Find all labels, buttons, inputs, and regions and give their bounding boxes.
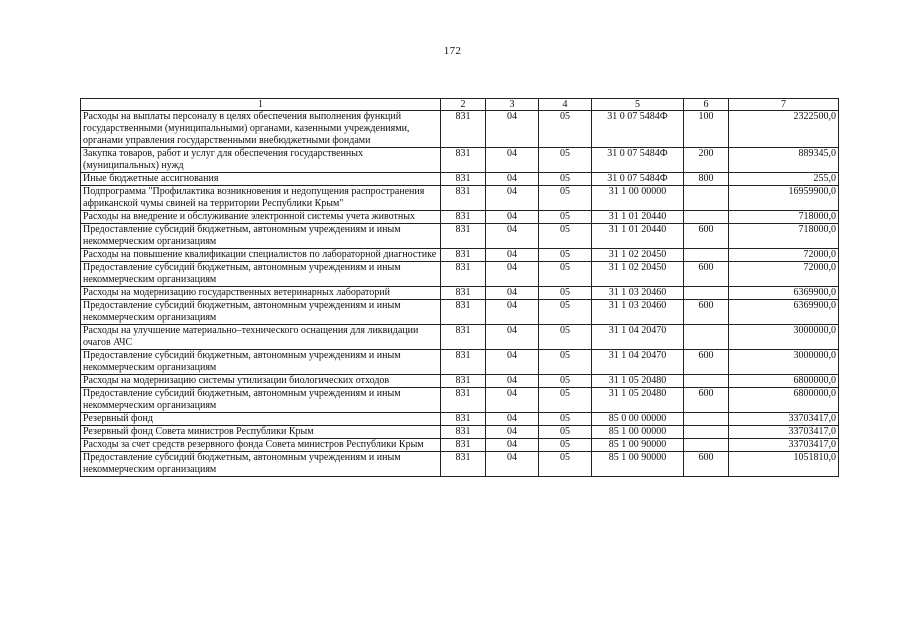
grbs-code-cell: 831 xyxy=(441,413,486,426)
header-cell: 5 xyxy=(592,99,684,111)
table-row xyxy=(81,148,839,173)
amount-cell: 2322500,0 xyxy=(729,111,839,148)
section-code-cell: 04 xyxy=(486,375,539,388)
grbs-code-cell: 831 xyxy=(441,300,486,325)
table-row xyxy=(81,300,839,325)
target-article-cell: 31 1 04 20470 xyxy=(592,350,684,375)
grbs-code-cell: 831 xyxy=(441,439,486,452)
subsection-code-cell: 05 xyxy=(539,262,592,287)
grbs-code-cell: 831 xyxy=(441,350,486,375)
subsection-code-cell: 05 xyxy=(539,452,592,477)
expense-type-cell xyxy=(684,186,729,211)
grbs-code-cell: 831 xyxy=(441,186,486,211)
subsection-code-cell: 05 xyxy=(539,111,592,148)
subsection-code-cell: 05 xyxy=(539,186,592,211)
table-row xyxy=(81,211,839,224)
table-row xyxy=(81,388,839,413)
section-code-cell: 04 xyxy=(486,211,539,224)
table-row xyxy=(81,173,839,186)
amount-cell: 3000000,0 xyxy=(729,350,839,375)
expense-type-cell xyxy=(684,439,729,452)
section-code-cell: 04 xyxy=(486,287,539,300)
subsection-code-cell: 05 xyxy=(539,426,592,439)
page-number: 172 xyxy=(443,45,462,57)
expense-name-cell: Предоставление субсидий бюджетным, автономным учреждениям и иным некоммерческим организациям xyxy=(81,300,441,325)
section-code-cell: 04 xyxy=(486,439,539,452)
expense-type-cell xyxy=(684,426,729,439)
grbs-code-cell: 831 xyxy=(441,426,486,439)
grbs-code-cell: 831 xyxy=(441,249,486,262)
target-article-cell: 31 1 00 00000 xyxy=(592,186,684,211)
expense-name-cell: Предоставление субсидий бюджетным, автономным учреждениям и иным некоммерческим организациям xyxy=(81,262,441,287)
grbs-code-cell: 831 xyxy=(441,211,486,224)
grbs-code-cell: 831 xyxy=(441,452,486,477)
expense-type-cell: 600 xyxy=(684,300,729,325)
expense-type-cell: 200 xyxy=(684,148,729,173)
amount-cell: 6800000,0 xyxy=(729,388,839,413)
subsection-code-cell: 05 xyxy=(539,173,592,186)
target-article-cell: 85 1 00 90000 xyxy=(592,439,684,452)
expense-name-cell: Расходы на внедрение и обслуживание электронной системы учета животных xyxy=(81,211,441,224)
amount-cell: 33703417,0 xyxy=(729,413,839,426)
target-article-cell: 31 0 07 5484Ф xyxy=(592,148,684,173)
target-article-cell: 31 1 04 20470 xyxy=(592,325,684,350)
subsection-code-cell: 05 xyxy=(539,300,592,325)
header-cell: 4 xyxy=(539,99,592,111)
grbs-code-cell: 831 xyxy=(441,375,486,388)
section-code-cell: 04 xyxy=(486,426,539,439)
subsection-code-cell: 05 xyxy=(539,439,592,452)
section-code-cell: 04 xyxy=(486,249,539,262)
subsection-code-cell: 05 xyxy=(539,287,592,300)
grbs-code-cell: 831 xyxy=(441,388,486,413)
table-row xyxy=(81,350,839,375)
target-article-cell: 31 1 01 20440 xyxy=(592,224,684,249)
expense-type-cell: 600 xyxy=(684,262,729,287)
subsection-code-cell: 05 xyxy=(539,413,592,426)
section-code-cell: 04 xyxy=(486,388,539,413)
table-row xyxy=(81,375,839,388)
section-code-cell: 04 xyxy=(486,173,539,186)
expense-name-cell: Расходы на повышение квалификации специалистов по лабораторной диагностике xyxy=(81,249,441,262)
section-code-cell: 04 xyxy=(486,325,539,350)
expense-name-cell: Закупка товаров, работ и услуг для обеспечения государственных (муниципальных) нужд xyxy=(81,148,441,173)
amount-cell: 33703417,0 xyxy=(729,426,839,439)
table-row xyxy=(81,413,839,426)
subsection-code-cell: 05 xyxy=(539,148,592,173)
expense-type-cell: 800 xyxy=(684,173,729,186)
expense-name-cell: Расходы за счет средств резервного фонда Совета министров Республики Крым xyxy=(81,439,441,452)
grbs-code-cell: 831 xyxy=(441,287,486,300)
expense-name-cell: Предоставление субсидий бюджетным, автономным учреждениям и иным некоммерческим организациям xyxy=(81,350,441,375)
section-code-cell: 04 xyxy=(486,300,539,325)
header-cell: 2 xyxy=(441,99,486,111)
grbs-code-cell: 831 xyxy=(441,325,486,350)
expense-name-cell: Расходы на модернизацию государственных ветеринарных лабораторий xyxy=(81,287,441,300)
expense-name-cell: Подпрограмма "Профилактика возникновения и недопущения распространения африканской чумы свиней на территории Республики Крым" xyxy=(81,186,441,211)
target-article-cell: 31 1 05 20480 xyxy=(592,375,684,388)
section-code-cell: 04 xyxy=(486,413,539,426)
target-article-cell: 31 1 03 20460 xyxy=(592,300,684,325)
grbs-code-cell: 831 xyxy=(441,262,486,287)
section-code-cell: 04 xyxy=(486,452,539,477)
expense-name-cell: Расходы на улучшение материально–технического оснащения для ликвидации очагов АЧС xyxy=(81,325,441,350)
subsection-code-cell: 05 xyxy=(539,388,592,413)
expense-name-cell: Резервный фонд xyxy=(81,413,441,426)
target-article-cell: 85 1 00 00000 xyxy=(592,426,684,439)
amount-cell: 718000,0 xyxy=(729,224,839,249)
expense-name-cell: Иные бюджетные ассигнования xyxy=(81,173,441,186)
section-code-cell: 04 xyxy=(486,148,539,173)
section-code-cell: 04 xyxy=(486,262,539,287)
header-cell: 6 xyxy=(684,99,729,111)
amount-cell: 3000000,0 xyxy=(729,325,839,350)
amount-cell: 33703417,0 xyxy=(729,439,839,452)
target-article-cell: 31 1 01 20440 xyxy=(592,211,684,224)
amount-cell: 6369900,0 xyxy=(729,300,839,325)
amount-cell: 16959900,0 xyxy=(729,186,839,211)
expense-type-cell: 600 xyxy=(684,452,729,477)
expense-type-cell: 600 xyxy=(684,350,729,375)
budget-table xyxy=(80,98,839,477)
subsection-code-cell: 05 xyxy=(539,350,592,375)
expense-name-cell: Предоставление субсидий бюджетным, автономным учреждениям и иным некоммерческим организациям xyxy=(81,452,441,477)
table-row xyxy=(81,287,839,300)
table-row xyxy=(81,426,839,439)
table-row xyxy=(81,186,839,211)
subsection-code-cell: 05 xyxy=(539,325,592,350)
table-row xyxy=(81,325,839,350)
table-row xyxy=(81,224,839,249)
table-row xyxy=(81,111,839,148)
section-code-cell: 04 xyxy=(486,350,539,375)
subsection-code-cell: 05 xyxy=(539,224,592,249)
expense-type-cell xyxy=(684,287,729,300)
section-code-cell: 04 xyxy=(486,224,539,249)
target-article-cell: 31 0 07 5484Ф xyxy=(592,173,684,186)
table-body xyxy=(81,111,839,477)
header-cell: 1 xyxy=(81,99,441,111)
expense-type-cell xyxy=(684,325,729,350)
expense-type-cell xyxy=(684,375,729,388)
amount-cell: 718000,0 xyxy=(729,211,839,224)
header-cell: 7 xyxy=(729,99,839,111)
table-row xyxy=(81,439,839,452)
table-header-row xyxy=(81,99,839,111)
expense-name-cell: Предоставление субсидий бюджетным, автономным учреждениям и иным некоммерческим организациям xyxy=(81,388,441,413)
amount-cell: 72000,0 xyxy=(729,262,839,287)
expense-type-cell xyxy=(684,211,729,224)
amount-cell: 6369900,0 xyxy=(729,287,839,300)
expense-type-cell xyxy=(684,413,729,426)
expense-name-cell: Расходы на выплаты персоналу в целях обеспечения выполнения функций государственными (муниципальными) органами, казенными учреждениями, органами управления государственными внебюджетными фондами xyxy=(81,111,441,148)
grbs-code-cell: 831 xyxy=(441,148,486,173)
target-article-cell: 85 0 00 00000 xyxy=(592,413,684,426)
subsection-code-cell: 05 xyxy=(539,211,592,224)
amount-cell: 72000,0 xyxy=(729,249,839,262)
section-code-cell: 04 xyxy=(486,186,539,211)
subsection-code-cell: 05 xyxy=(539,249,592,262)
expense-type-cell xyxy=(684,249,729,262)
grbs-code-cell: 831 xyxy=(441,173,486,186)
target-article-cell: 31 1 02 20450 xyxy=(592,262,684,287)
grbs-code-cell: 831 xyxy=(441,224,486,249)
expense-type-cell: 600 xyxy=(684,388,729,413)
target-article-cell: 31 0 07 5484Ф xyxy=(592,111,684,148)
expense-name-cell: Предоставление субсидий бюджетным, автономным учреждениям и иным некоммерческим организациям xyxy=(81,224,441,249)
target-article-cell: 85 1 00 90000 xyxy=(592,452,684,477)
amount-cell: 1051810,0 xyxy=(729,452,839,477)
expense-type-cell: 100 xyxy=(684,111,729,148)
table-row xyxy=(81,262,839,287)
expense-type-cell: 600 xyxy=(684,224,729,249)
subsection-code-cell: 05 xyxy=(539,375,592,388)
expense-name-cell: Расходы на модернизацию системы утилизации биологических отходов xyxy=(81,375,441,388)
target-article-cell: 31 1 05 20480 xyxy=(592,388,684,413)
target-article-cell: 31 1 02 20450 xyxy=(592,249,684,262)
table-row xyxy=(81,452,839,477)
amount-cell: 255,0 xyxy=(729,173,839,186)
table-row xyxy=(81,249,839,262)
section-code-cell: 04 xyxy=(486,111,539,148)
header-cell: 3 xyxy=(486,99,539,111)
amount-cell: 6800000,0 xyxy=(729,375,839,388)
target-article-cell: 31 1 03 20460 xyxy=(592,287,684,300)
amount-cell: 889345,0 xyxy=(729,148,839,173)
grbs-code-cell: 831 xyxy=(441,111,486,148)
expense-name-cell: Резервный фонд Совета министров Республики Крым xyxy=(81,426,441,439)
